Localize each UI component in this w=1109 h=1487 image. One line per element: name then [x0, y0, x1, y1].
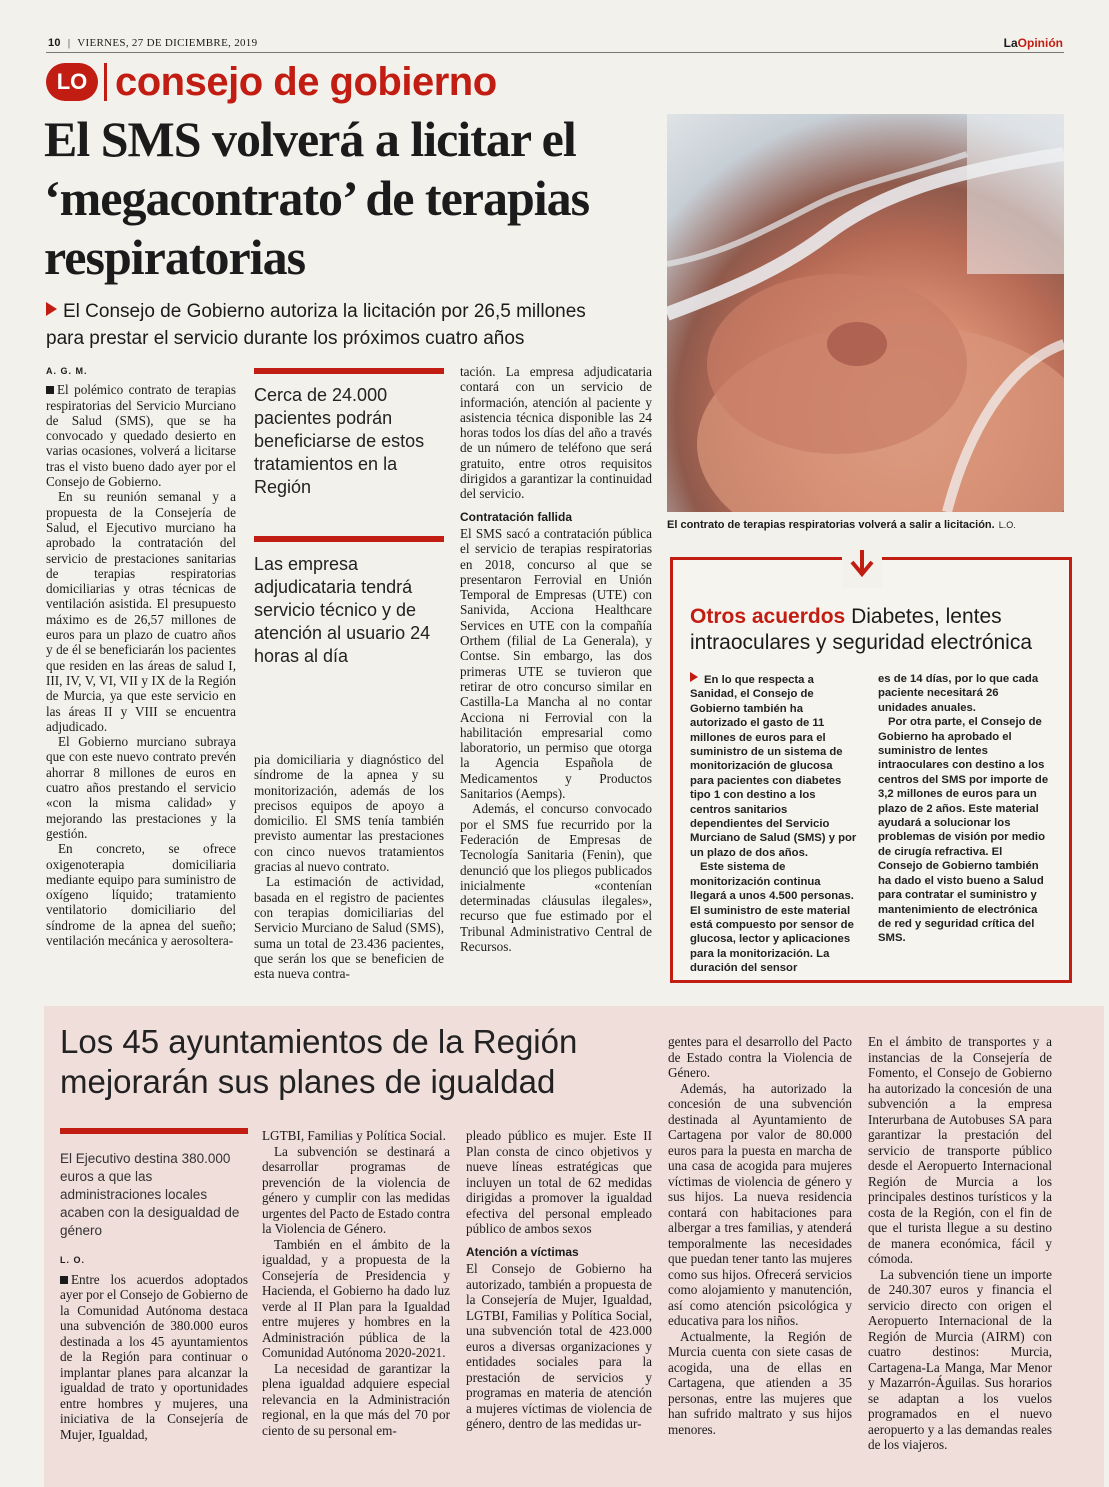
bottom-headline: Los 45 ayuntamientos de la Región mejorarán sus planes de igualdad [60, 1023, 578, 1100]
pull-quote-rule [254, 536, 444, 542]
paragraph: El SMS sacó a contratación pública el servicio de terapias respiratorias en 2018, concurso al que se presentaron Ferrovial en Unión Temporal de Empresas (UTE) con Sanivida, Acciona Healthcare Services en UTE con la compañía Orthem (filial de La Generala), y Contse. Sin embargo, las dos primeras UTE se tuvieron que retirar de otro concurso similar en Castilla-La Mancha al no contar Acciona ni Ferrovial con la habilitación empresarial como laboratorio, un permiso que otorga la Agencia Española de Medicamentos y Productos Sanitarios (Aemps). [460, 525, 652, 802]
subheading: Contratación fallida [460, 509, 573, 524]
lead-square-icon [60, 1276, 68, 1284]
article-photo [667, 114, 1064, 512]
box-column-2 [878, 672, 1050, 946]
section-title: consejo de gobierno [115, 59, 497, 104]
box-title-label: Otros acuerdos [690, 605, 846, 628]
paragraph: El Consejo de Gobierno ha autorizado, también a propuesta de la Consejería de Mujer, Igualdad, LGTBI, Familias y Política Social, una subvención total de 423.000 euros a diversas organizaciones y entidades sociales para la prestación de servicios y programas en materia de atención a mujeres víctimas de violencia de género, dentro de las medidas ur- [466, 1261, 652, 1431]
section-header [46, 58, 497, 106]
folio: 10 | VIERNES, 27 DE DICIEMBRE, 2019 [48, 37, 258, 49]
paragraph: Además, ha autorizado la concesión de una subvención destinada al Ayuntamiento de Cartagena por valor de 80.000 euros para la puesta en marcha de una casa de acogida para mujeres víctimas de violencia de género y sus hijos. La nueva residencia contará con habitaciones para albergar a tres familias, y atenderá temporalmente las necesidades que puedan tener tanto las mujeres como sus hijos. Ofrecerá servicios como alojamiento y manutención, así como atención psicológica y educativa para los niños. [668, 1080, 852, 1328]
pull-quote-2: Las empresa adjudicataria tendrá servicio técnico y de atención al usuario 24 horas al día [254, 554, 431, 666]
caption-text: El contrato de terapias respiratorias volverá a salir a licitación. [667, 519, 995, 531]
subhead-text: El Consejo de Gobierno autoriza la licitación por 26,5 millones para prestar el servicio durante los próximos cuatro años [46, 301, 586, 349]
logo-prefix: La [1003, 36, 1018, 50]
bottom-pull-quote: El Ejecutivo destina 380.000 euros a que las administraciones locales acaben con la desigualdad de género [60, 1151, 240, 1238]
paragraph: En el ámbito de transportes y a instancias de la Consejería de Fomento, el Consejo de Gobierno ha autorizado la concesión de una subvención a la empresa Interurbana de Autobuses SA para garantizar la prestación del servicio de transporte público desde el Aeropuerto Internacional Región de Murcia a los principales destinos turísticos y la costa de la Región, con el fin de que el turista llegue a su destino de manera económica, fácil y cómoda. [868, 1034, 1052, 1266]
paragraph: La subvención tiene un importe de 240.307 euros y financia el servicio directo con origen el Aeropuerto Internacional de la Región de Murcia (AIRM) con cuatro destinos: Murcia, Cartagena-La Manga, Mar Menor y Mazarrón-Águilas. Sus horarios se adaptan a los vuelos programados en el nuevo aeropuerto y a las demandas reales de los viajeros. [868, 1266, 1052, 1452]
arrow-bullet-icon [46, 302, 57, 316]
page-number: 10 [48, 37, 61, 49]
main-column-3 [460, 364, 652, 954]
photo-caption [667, 519, 1087, 531]
paragraph: es de 14 días, por lo que cada paciente necesitará 26 unidades anuales. [878, 673, 1039, 714]
paragraph: pleado público es mujer. Este II Plan consta de cinco objetivos y nueve líneas estratégicas que incluyen un total de 62 medidas dirigidas a promover la igualdad efectiva del personal empleado público de ambos sexos [466, 1128, 652, 1236]
arrow-bullet-icon [690, 672, 698, 682]
issue-date: VIERNES, 27 DE DICIEMBRE, 2019 [77, 37, 258, 49]
paragraph: Actualmente, la Región de Murcia cuenta con siete casas de acogida, una de ellas en Cartagena, que atienden a 35 personas, entre las mujeres que han sufrido maltrato y sus hijos menores. [668, 1328, 852, 1437]
box-title [690, 604, 1060, 656]
bottom-column-2 [262, 1128, 450, 1438]
paragraph: tación. La empresa adjudicataria contará con un servicio de información, atención al paciente y asistencia técnica disponible las 24 horas todos los días del año a través de un número de teléfono que será gratuito, entre otros requisitos dirigidos a garantizar la continuidad del servicio. [460, 364, 652, 502]
top-rule [46, 52, 1064, 53]
bottom-column-4 [668, 1034, 852, 1437]
paragraph: Además, el concurso convocado por el SMS fue recurrido por la Federación de Empresas de Tecnología Sanitaria (Fenin), que denunció que los pliegos publicados inicialmente «contenían determinadas cláusulas ilegales», recurso que fue estimado por el Tribunal Administrativo Central de Recursos. [460, 801, 652, 954]
logo-name: Opinión [1017, 36, 1063, 50]
paragraph: La estimación de actividad, basada en el registro de pacientes con terapias domiciliarias del Servicio Murciano de Salud (SMS), suma un total de 23.436 pacientes, que serán los que se beneficien de esta nueva contra- [254, 874, 444, 982]
paragraph: En concreto, se ofrece oxigenoterapia domiciliaria mediante equipo para suministro de oxígeno líquido; tratamiento ventilatorio domiciliario del síndrome de la apnea del sueño; ventilación mecánica y aerosoltera- [46, 841, 236, 948]
down-arrow-icon [842, 548, 882, 588]
paragraph: La necesidad de garantizar la plena igualdad adquiere especial relevancia en la Administración regional, en la que más del 70 por ciento de su personal em- [262, 1360, 450, 1438]
lo-badge: LO [46, 63, 98, 101]
section-divider [104, 63, 107, 101]
pull-quote-rule [60, 1128, 248, 1134]
paragraph: La subvención se destinará a desarrollar programas de prevención de la violencia de género y cumplir con las medidas urgentes del Pacto de Estado contra la Violencia de Género. [262, 1143, 450, 1236]
newspaper-logo [1004, 36, 1063, 50]
main-headline: El SMS volverá a licitar el ‘megacontrato’ de terapias respiratorias [44, 111, 590, 285]
bottom-column-3 [466, 1128, 652, 1432]
bottom-column-5 [868, 1034, 1052, 1453]
pull-quote-rule [254, 368, 444, 374]
bottom-column-1 [60, 1253, 248, 1442]
main-subhead [46, 298, 606, 352]
paragraph: Por otra parte, el Consejo de Gobierno ha aprobado el suministro de lentes intraoculares con destino a los centros del SMS por importe de 3,2 millones de euros para un plazo de 2 años. Este material ayudará a solucionar los problemas de visión por medio de cirugía refractiva. El Consejo de Gobierno también ha dado el visto bueno a Salud para contratar el suministro y mantenimiento de electrónica de red y seguridad crítica del SMS. [878, 716, 1049, 945]
byline: A. G. M. [46, 366, 88, 376]
patient-nasal-cannula-image [667, 114, 1064, 512]
subheading: Atención a víctimas [466, 1244, 579, 1259]
box-title-topics: Diabetes, lentes intraoculares y seguridad electrónica [690, 605, 1033, 654]
paragraph: Este sistema de monitorización continua llegará a unos 4.500 personas. El suministro de este material está compuesto por sensor de glucosa, lector y aplicaciones para la monitorización. La duración del sensor [690, 861, 854, 975]
paragraph: El Gobierno murciano subraya que con este nuevo contrato prevén ahorrar 8 millones de euros en cuatro años prestando el servicio «con la misma calidad» y mejorando las prestaciones y la gestión. [46, 734, 236, 841]
paragraph: gentes para el desarrollo del Pacto de Estado contra la Violencia de Género. [668, 1034, 852, 1080]
paragraph: También en el ámbito de la igualdad, y a propuesta de la Consejería de Presidencia y Hacienda, el Gobierno ha dado luz verde al II Plan para la Igualdad entre mujeres y hombres en la Administración pública de la Comunidad Autónoma 2020-2021. [262, 1236, 450, 1360]
paragraph: Entre los acuerdos adoptados ayer por el Consejo de Gobierno de la Comunidad Autónoma destaca una subvención de 380.000 euros destinada a los 45 ayuntamientos de la Región para continuar o implantar planes para alcanzar la igualdad de trato y oportunidades entre hombres y mujeres, una iniciativa de la Consejería de Mujer, Igualdad, [60, 1271, 248, 1442]
lead-square-icon [46, 386, 54, 394]
paragraph: En su reunión semanal y a propuesta de la Consejería de Salud, el Ejecutivo murciano ha aprobado la contratación del servicio de prestaciones sanitarias de terapias respiratorias domiciliarias y otras técnicas de ventilación asistida. El presupuesto máximo es de 26,57 millones de euros para un plazo de cuatro años y de él se beneficiarán los pacientes que residen en las áreas de salud I, III, IV, V, VI, VII y IX de la Región de Murcia, ya que este servicio en las áreas II y VIII se encuentra adjudicado. [46, 489, 236, 734]
paragraph: pia domiciliaria y diagnóstico del síndrome de la apnea y su monitorización, además de los precisos equipos de apoyo a domicilio. El SMS tenía también previsto aumentar las prestaciones con cinco nuevos tratamientos gracias al nuevo contrato. [254, 752, 444, 875]
pull-quote-1: Cerca de 24.000 pacientes podrán beneficiarse de estos tratamientos en la Región [254, 385, 425, 497]
byline: L. O. [60, 1255, 85, 1265]
photo-credit: L.O. [998, 520, 1016, 530]
main-column-1 [46, 364, 236, 948]
paragraph: LGTBI, Familias y Política Social. [262, 1128, 446, 1143]
paragraph: En lo que respecta a Sanidad, el Consejo de Gobierno también ha autorizado el gasto de 11 millones de euros para el suministro de un sistema de monitorización de glucosa para pacientes con diabetes tipo 1 con destino a los centros sanitarios dependientes del Servicio Murciano de Salud (SMS) y por un plazo de dos años. [690, 674, 857, 859]
box-column-1 [690, 672, 858, 976]
paragraph: El polémico contrato de terapias respiratorias del Servicio Murciano de Salud (SMS), que se ha convocado y quedado desierto en varias ocasiones, volverá a licitarse tras el visto bueno dado ayer por el Consejo de Gobierno. [46, 382, 236, 490]
main-column-2 [254, 752, 444, 981]
